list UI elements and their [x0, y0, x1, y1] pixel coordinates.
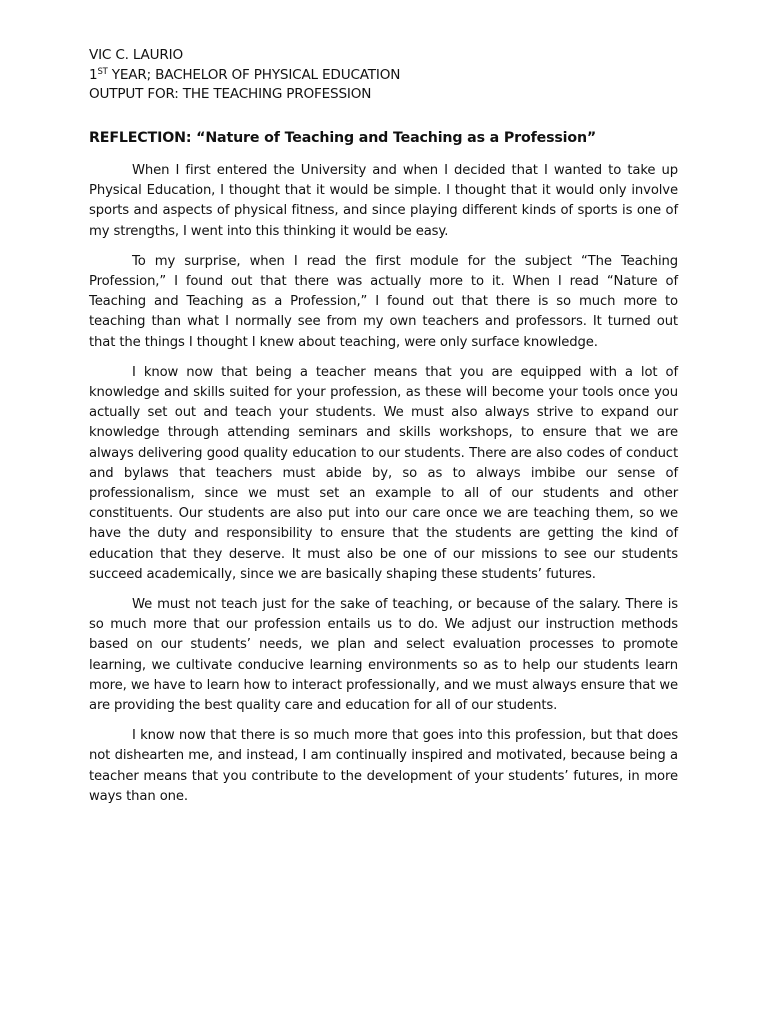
year-program: YEAR; BACHELOR OF PHYSICAL EDUCATION [107, 66, 401, 83]
reflection-title: REFLECTION: “Nature of Teaching and Teaching as a Profession” [89, 130, 597, 146]
paragraph-4: We must not teach just for the sake of teaching, or because of the salary. There is so much more that our profession entails us to do. We adjust our instruction methods based on our students’ needs, we plan and select evaluation processes to promote learning, we cultivate conducive learning environments so as to help our students learn more, we have to learn how to interact professionally, and we must always ensure that we are providing the best quality care and education for all of our students. [89, 597, 678, 714]
year-number: 1 [89, 66, 98, 83]
paragraph-3: I know now that being a teacher means that you are equipped with a lot of knowledge and skills suited for your profession, as these will become your tools once you actually set out and teach your students. We must also always strive to expand our knowledge through attending seminars and skills workshops, to ensure that we are always delivering good quality education to our students. There are also codes of conduct and bylaws that teachers must abide by, so as to always imbibe our sense of professionalism, since we must set an example to all of our students and other constituents. Our students are also put into our care once we are teaching them, so we have the duty and responsibility to ensure that the students are getting the kind of education that they deserve. It must also be one of our missions to see our students succeed academically, since we are basically shaping these students’ futures. [89, 364, 678, 582]
paragraph-2: To my surprise, when I read the first module for the subject “The Teaching Profession,” I found out that there was actually more to it. When I read “Nature of Teaching and Teaching as a Profession,” I found out that there is so much more to teaching than what I normally see from my own teachers and professors. It turned out that the things I thought I knew about teaching, were only surface knowledge. [89, 253, 678, 350]
document-header [89, 46, 689, 105]
author-name: VIC C. LAURIO [89, 47, 183, 63]
reflection-body [89, 161, 678, 817]
paragraph-5: I know now that there is so much more that goes into this profession, but that does not dishearten me, and instead, I am continually inspired and motivated, because being a teacher means that you contribute to the development of your students’ futures, in more ways than one. [89, 728, 678, 804]
year-suffix: ST [97, 66, 108, 77]
output-for-line: OUTPUT FOR: THE TEACHING PROFESSION [89, 86, 372, 102]
year-program-line [89, 66, 689, 86]
paragraph-1: When I first entered the University and when I decided that I wanted to take up Physical Education, I thought that it would be simple. I thought that it would only involve sports and aspects of physical fitness, and since playing different kinds of sports is one of my strengths, I went into this thinking it would be easy. [89, 163, 678, 239]
